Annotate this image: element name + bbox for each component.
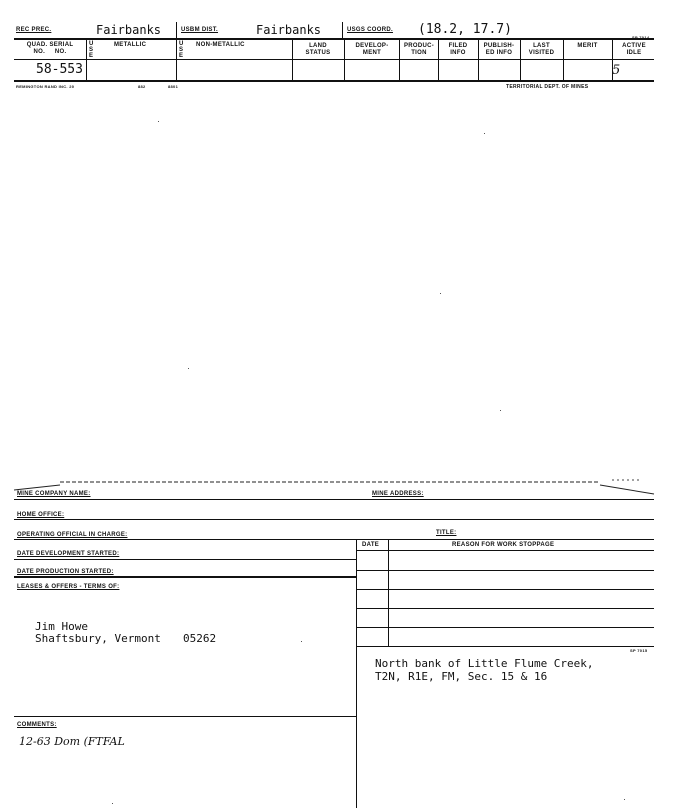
grid-line xyxy=(176,39,177,80)
date-production-label: DATE PRODUCTION STARTED: xyxy=(17,569,114,575)
department-imprint: TERRITORIAL DEPT. OF MINES xyxy=(506,84,589,90)
col-non-metallic: NON-METALLIC xyxy=(196,42,245,48)
col-metallic: METALLIC xyxy=(114,42,147,48)
col-quad-serial: QUAD. SERIAL NO. NO. xyxy=(26,42,74,55)
card-edge-dashes xyxy=(0,470,678,500)
stoppage-row-rule xyxy=(356,570,654,571)
home-office-label: HOME OFFICE: xyxy=(17,512,65,518)
printer-code-a: 882 xyxy=(138,84,146,89)
lessee-name: Jim Howe xyxy=(35,620,88,633)
col-active-idle: ACTIVE IDLE xyxy=(622,43,646,56)
col-use-1: U S E xyxy=(89,41,94,59)
col-filed-info: FILED INFO xyxy=(448,43,468,56)
col-published-info: PUBLISH- ED INFO xyxy=(483,43,515,56)
usbm-dist-value: Fairbanks xyxy=(256,23,322,37)
form-number-top: SP 7014 xyxy=(632,35,650,40)
reason-column-header: REASON FOR WORK STOPPAGE xyxy=(452,542,555,548)
vertical-divider xyxy=(356,539,357,808)
row-rule xyxy=(14,499,654,500)
mine-address-label: MINE ADDRESS: xyxy=(372,491,424,497)
usgs-coord-label: USGS COORD. xyxy=(347,27,393,33)
stoppage-header-rule xyxy=(356,550,654,551)
col-development: DEVELOP- MENT xyxy=(355,43,389,56)
mine-company-label: MINE COMPANY NAME: xyxy=(17,491,91,497)
row-rule xyxy=(14,539,654,540)
operating-official-label: OPERATING OFFICIAL IN CHARGE: xyxy=(17,532,128,538)
col-production: PRODUC- TION xyxy=(403,43,435,56)
grid-line xyxy=(292,39,293,80)
printer-code-b: 8801 xyxy=(168,84,179,89)
form-number-back: SP 7015 xyxy=(630,648,648,653)
row-rule xyxy=(14,576,356,578)
col-use-2: U S E xyxy=(179,41,184,59)
stoppage-row-rule xyxy=(356,627,654,628)
usgs-coord-value: (18.2, 17.7) xyxy=(418,22,512,37)
serial-number: 58-553 xyxy=(36,62,83,77)
location-line-1: North bank of Little Flume Creek, xyxy=(375,657,594,670)
date-column-header: DATE xyxy=(362,542,380,548)
lessee-zip: 05262 xyxy=(183,632,217,645)
header-rule xyxy=(14,38,654,40)
grid-line xyxy=(344,39,345,80)
col-last-visited: LAST VISITED xyxy=(528,43,555,56)
stoppage-date-divider xyxy=(388,539,389,646)
active-idle-mark: 5 xyxy=(612,63,621,78)
col-land-status: LAND STATUS xyxy=(305,43,331,56)
stoppage-row-rule xyxy=(356,589,654,590)
printer-imprint: REMINGTON RAND INC. 20 xyxy=(16,84,75,89)
rec-prec-value: Fairbanks xyxy=(96,23,162,37)
header-divider xyxy=(176,22,177,38)
bottom-rule xyxy=(14,80,654,82)
row-rule xyxy=(14,519,654,520)
col-merit: MERIT xyxy=(577,43,598,49)
title-label: TITLE: xyxy=(436,530,457,536)
header-divider xyxy=(342,22,343,38)
comments-rule xyxy=(14,716,356,717)
column-rule xyxy=(14,59,654,60)
lessee-address: Shaftsbury, Vermont xyxy=(35,632,161,645)
handwritten-comment: 12-63 Dom (FTFAL xyxy=(19,735,125,748)
date-development-label: DATE DEVELOPMENT STARTED: xyxy=(17,551,120,557)
rec-prec-label: REC PREC. xyxy=(16,27,52,33)
leases-label: LEASES & OFFERS - TERMS OF: xyxy=(17,584,120,590)
stoppage-row-rule xyxy=(356,608,654,609)
row-rule xyxy=(14,559,356,560)
grid-line xyxy=(86,39,87,80)
usbm-dist-label: USBM DIST. xyxy=(181,27,219,33)
comments-label: COMMENTS: xyxy=(17,722,57,728)
stoppage-row-rule xyxy=(356,646,654,647)
location-line-2: T2N, R1E, FM, Sec. 15 & 16 xyxy=(375,670,548,683)
